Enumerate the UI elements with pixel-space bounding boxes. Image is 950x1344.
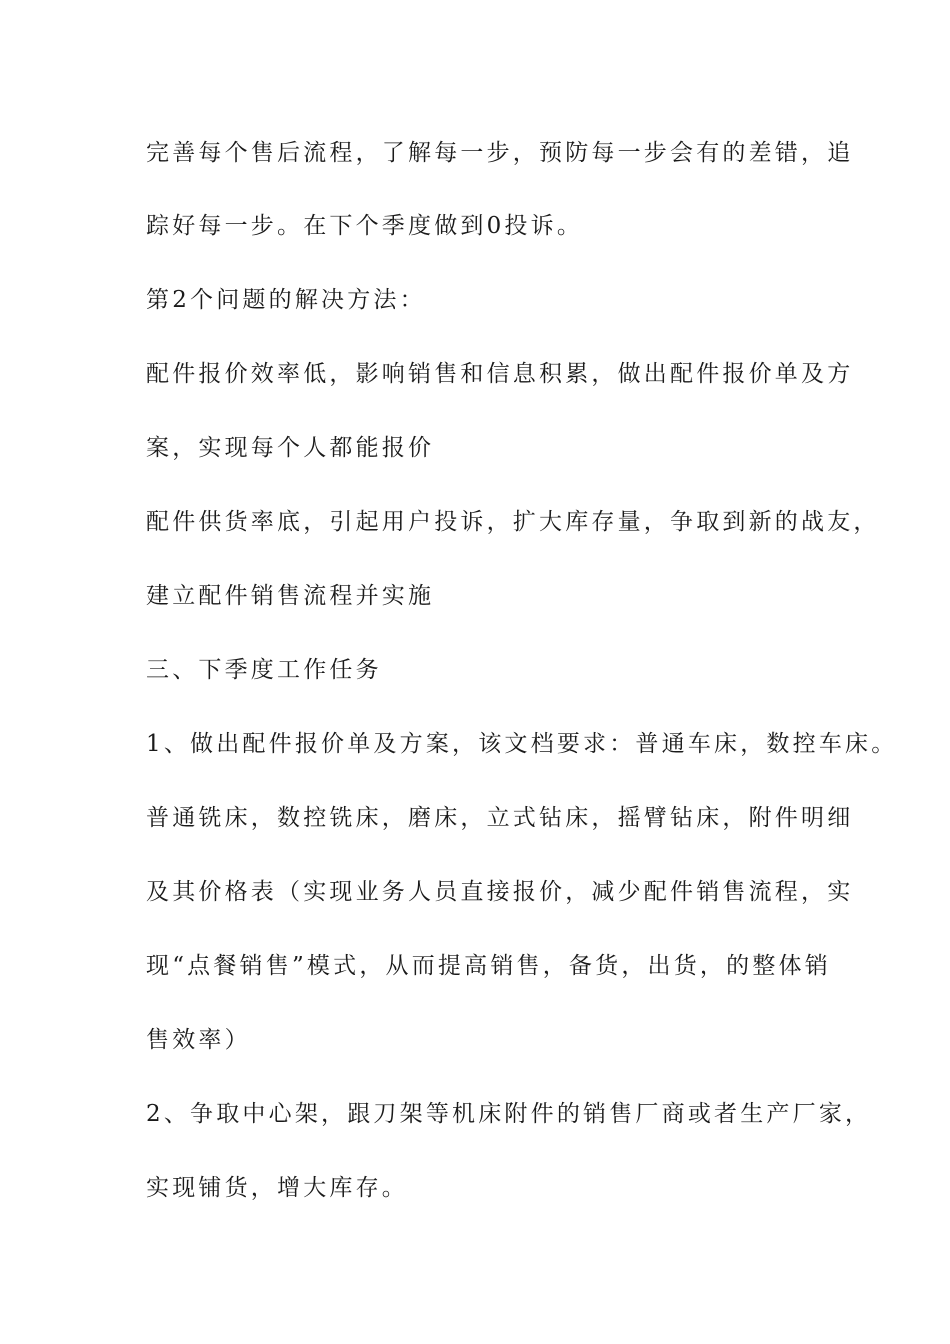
section-heading-problem-2: 第2个问题的解决方法： [146, 287, 426, 313]
text-line-10: 普通铣床，数控铣床，磨床，立式钻床，摇臂钻床，附件明细 [146, 805, 854, 831]
text-line-13: 售效率） [146, 1027, 251, 1053]
text-line-1: 完善每个售后流程，了解每一步，预防每一步会有的差错，追 [146, 140, 854, 166]
text-line-15: 实现铺货，增大库存。 [146, 1175, 408, 1201]
text-line-7: 建立配件销售流程并实施 [146, 583, 435, 609]
text-line-5: 案，实现每个人都能报价 [146, 435, 435, 461]
text-line-12: 现“点餐销售”模式，从而提高销售，备货，出货，的整体销 [146, 953, 831, 979]
text-line-11: 及其价格表（实现业务人员直接报价，减少配件销售流程，实 [146, 879, 854, 905]
text-line-2: 踪好每一步。在下个季度做到0投诉。 [146, 213, 584, 239]
text-line-14: 2、争取中心架，跟刀架等机床附件的销售厂商或者生产厂家， [146, 1101, 872, 1127]
text-line-6: 配件供货率底，引起用户投诉，扩大库存量，争取到新的战友， [146, 509, 880, 535]
text-line-4: 配件报价效率低，影响销售和信息积累，做出配件报价单及方 [146, 361, 854, 387]
text-line-9: 1、做出配件报价单及方案，该文档要求：普通车床，数控车床。 [146, 731, 898, 757]
section-heading-next-quarter: 三、下季度工作任务 [146, 657, 382, 683]
